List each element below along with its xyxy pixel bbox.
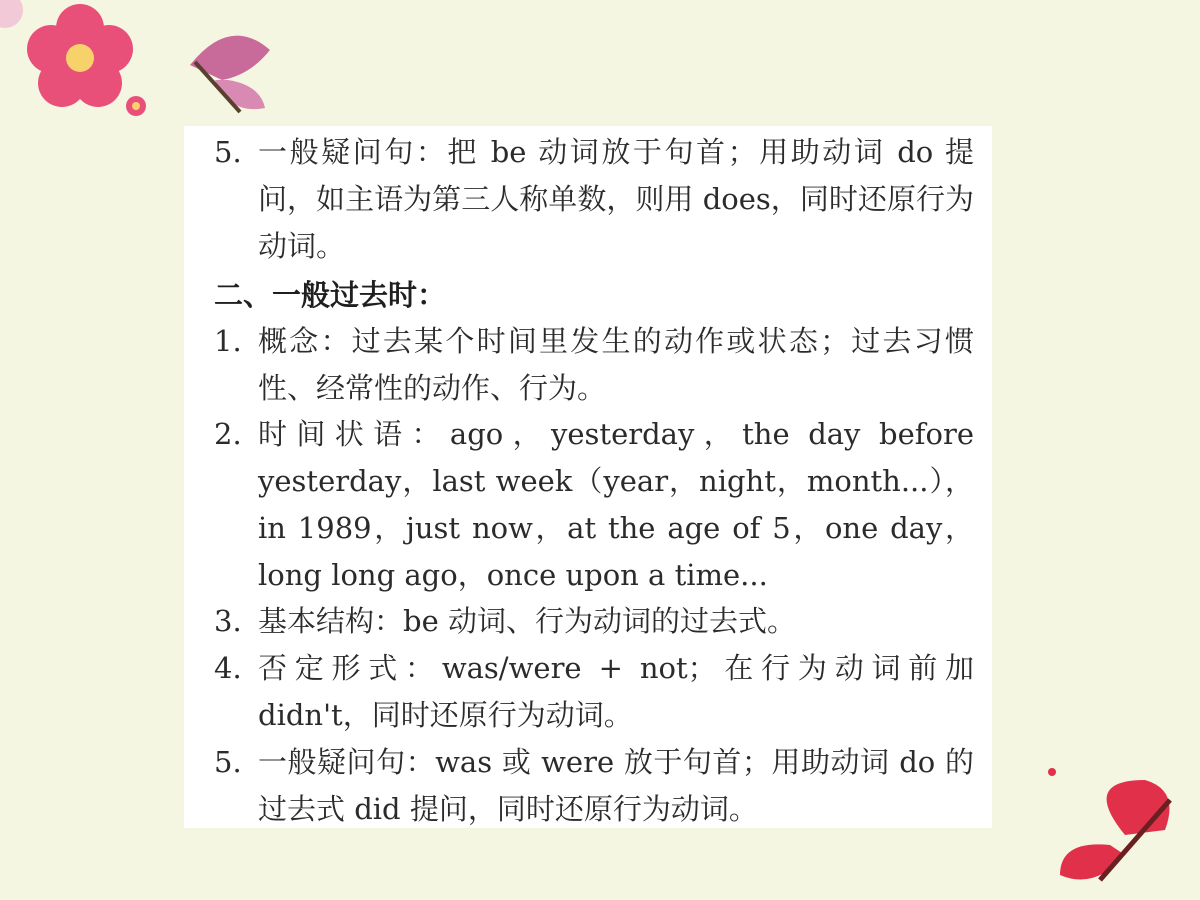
item-number: 2. (214, 417, 242, 451)
section-heading: 二、一般过去时： (214, 278, 447, 312)
butterfly-icon (170, 20, 290, 130)
item-text: 时间状语：ago，yesterday，the day before yesterday，last week（year，night，month...），in 1989，just now，at the age of 5，one day，long long ago，once upon a time... (258, 417, 974, 592)
item-text: 否定形式：was/were + not；在行为动词前加 didn't，同时还原行为动词。 (258, 651, 974, 732)
list-item (214, 411, 974, 599)
flower-decoration (0, 0, 170, 130)
item-number: 3. (214, 604, 242, 638)
item-number: 4. (214, 651, 242, 685)
item-text: 一般疑问句：把 be 动词放于句首；用助动词 do 提问，如主语为第三人称单数，则用 does，同时还原行为动词。 (258, 135, 974, 263)
list-item (214, 739, 974, 833)
item-number: 5. (214, 135, 242, 169)
item-text: 一般疑问句：was 或 were 放于句首；用助动词 do 的过去式 did 提问，同时还原行为动词。 (258, 745, 974, 826)
list-item (214, 129, 974, 270)
item-number: 5. (214, 745, 242, 779)
item-text: 基本结构：be 动词、行为动词的过去式。 (258, 604, 796, 638)
list-item (214, 645, 974, 739)
item-number: 1. (214, 324, 242, 358)
item-text: 概念：过去某个时间里发生的动作或状态；过去习惯性、经常性的动作、行为。 (258, 324, 974, 405)
butterfly-icon (1040, 760, 1200, 900)
list-item (214, 598, 974, 645)
list-item (214, 318, 974, 412)
